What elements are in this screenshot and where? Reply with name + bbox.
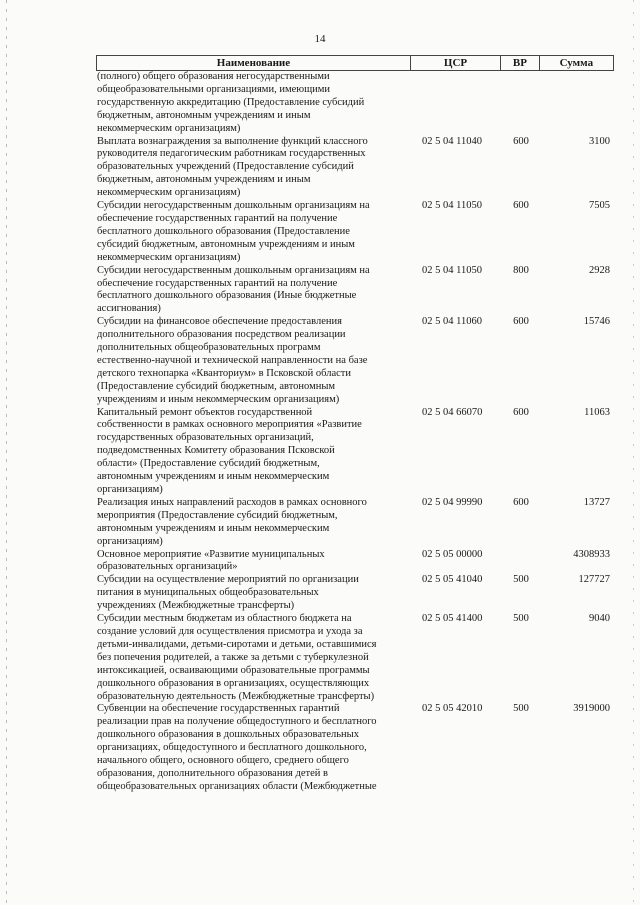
row-csr: 02 5 04 66070 bbox=[422, 406, 483, 418]
row-name-line: организациям) bbox=[97, 484, 163, 495]
row-csr: 02 5 04 11060 bbox=[422, 316, 482, 328]
row-name-line: государственную аккредитацию (Предоставление субсидий bbox=[97, 96, 365, 108]
scan-margin-left bbox=[6, 0, 7, 905]
row-name-line: общеобразовательными организациями, имеющими bbox=[97, 83, 331, 95]
row-sum: 7505 bbox=[589, 200, 610, 212]
table-row bbox=[96, 497, 614, 549]
row-sum: 2928 bbox=[589, 264, 610, 276]
row-name bbox=[96, 136, 412, 201]
row-sum: 127727 bbox=[578, 574, 610, 586]
row-name-line: Капитальный ремонт объектов государственной bbox=[97, 406, 313, 418]
row-name-line: дошкольного образования в организациях, осуществляющих bbox=[97, 677, 370, 689]
row-name bbox=[96, 71, 412, 136]
table-row bbox=[96, 574, 614, 613]
row-name-line: детского технопарка «Кванториум» в Псковской области bbox=[97, 367, 352, 379]
row-name-line: автономным учреждениям и иным некоммерческим bbox=[97, 522, 330, 534]
row-name-line: образовательных учреждений (Предоставление субсидий bbox=[97, 161, 354, 173]
row-vr: 500 bbox=[513, 613, 529, 625]
row-name-line: Субсидии негосударственным дошкольным организациям на bbox=[97, 264, 370, 276]
row-sum: 13727 bbox=[583, 496, 610, 508]
scan-margin-right bbox=[633, 0, 634, 905]
row-name-line: интоксикацией, осваивающими образовательные программы bbox=[97, 664, 370, 676]
table-row bbox=[96, 407, 614, 497]
row-csr: 02 5 05 00000 bbox=[422, 548, 483, 560]
row-name bbox=[96, 613, 412, 703]
row-name bbox=[96, 316, 412, 406]
row-name-line: Реализация иных направлений расходов в рамках основного bbox=[97, 496, 367, 508]
row-name-line: Субвенции на обеспечение государственных гарантий bbox=[97, 703, 340, 715]
row-name-line: Субсидии на осуществление мероприятий по организации bbox=[97, 574, 359, 586]
row-name-line: учреждениях (Межбюджетные трансферты) bbox=[97, 600, 295, 612]
table-row bbox=[96, 200, 614, 265]
row-name-line: образовательную деятельность (Межбюджетные трансферты) bbox=[97, 690, 375, 702]
row-name-line: образовательных организаций» bbox=[97, 561, 238, 573]
row-name bbox=[96, 549, 412, 575]
row-name-line: государственных образовательных организаций, bbox=[97, 432, 314, 444]
row-name-line: подведомственных Комитету образования Псковской bbox=[97, 445, 335, 457]
row-vr: 600 bbox=[513, 406, 529, 418]
row-name-line: Основное мероприятие «Развитие муниципальных bbox=[97, 548, 325, 560]
row-name-line: создание условий для осуществления присмотра и ухода за bbox=[97, 625, 363, 637]
table-row bbox=[96, 71, 614, 136]
row-name-line: дополнительных общеобразовательных программ bbox=[97, 342, 321, 354]
header-csr: ЦСР bbox=[410, 56, 500, 70]
row-vr: 600 bbox=[513, 316, 529, 328]
header-name: Наименование bbox=[96, 56, 410, 70]
table-row bbox=[96, 703, 614, 793]
row-name-line: учреждениям и иным некоммерческим организациям) bbox=[97, 393, 340, 405]
row-name-line: Субсидии негосударственным дошкольным организациям на bbox=[97, 200, 370, 212]
row-name-line: питания в муниципальных общеобразовательных bbox=[97, 587, 319, 599]
row-name-line: без попечения родителей, а также за детьми с туберкулезной bbox=[97, 651, 369, 663]
row-vr: 500 bbox=[513, 574, 529, 586]
row-vr: 800 bbox=[513, 264, 529, 276]
row-sum: 15746 bbox=[583, 316, 610, 328]
row-name bbox=[96, 407, 412, 497]
row-name-line: естественно-научной и технической направленности на базе bbox=[97, 354, 368, 366]
table-row bbox=[96, 265, 614, 317]
table-row bbox=[96, 316, 614, 406]
header-vr: ВР bbox=[500, 56, 539, 70]
row-sum bbox=[540, 71, 614, 136]
row-vr: 600 bbox=[513, 135, 529, 147]
row-csr: 02 5 05 41400 bbox=[422, 613, 483, 625]
row-sum: 4308933 bbox=[573, 548, 610, 560]
row-csr: 02 5 04 11050 bbox=[422, 264, 482, 276]
table-body bbox=[96, 71, 614, 794]
row-name-line: субсидий бюджетным, автономным учреждениям и иным bbox=[97, 238, 355, 250]
row-name-line: дополнительного образования посредством реализации bbox=[97, 329, 346, 341]
row-csr: 02 5 04 11040 bbox=[422, 135, 482, 147]
row-name-line: бюджетным, автономным учреждениям и иным bbox=[97, 109, 311, 121]
table-row bbox=[96, 613, 614, 703]
table-row bbox=[96, 136, 614, 201]
table-row bbox=[96, 549, 614, 575]
row-name-line: начального общего, основного общего, среднего общего bbox=[97, 755, 349, 767]
page-number: 14 bbox=[314, 33, 326, 45]
table-header bbox=[96, 55, 614, 71]
row-name-line: мероприятия (Предоставление субсидий бюджетным, bbox=[97, 509, 338, 521]
row-name-line: некоммерческим организациям) bbox=[97, 251, 241, 263]
row-csr bbox=[412, 71, 502, 136]
row-name-line: общеобразовательных организациях области (Межбюджетные bbox=[97, 780, 377, 792]
row-name-line: бесплатного дошкольного образования (Иные бюджетные bbox=[97, 290, 357, 302]
row-name-line: дошкольного образования в дошкольных образовательных bbox=[97, 729, 359, 741]
row-name bbox=[96, 265, 412, 317]
row-vr: 500 bbox=[513, 703, 529, 715]
row-name-line: автономным учреждениям и иным некоммерческим bbox=[97, 471, 330, 483]
row-name-line: организациям) bbox=[97, 535, 163, 547]
row-name-line: области» (Предоставление субсидий бюджетным, bbox=[97, 458, 320, 470]
row-sum: 3100 bbox=[589, 135, 610, 147]
row-name bbox=[96, 497, 412, 549]
row-name-line: некоммерческим организациям) bbox=[97, 187, 241, 199]
row-csr: 02 5 04 11050 bbox=[422, 200, 482, 212]
row-name-line: детьми-инвалидами, детьми-сиротами и детьми, оставшимися bbox=[97, 638, 377, 650]
row-csr: 02 5 05 41040 bbox=[422, 574, 483, 586]
row-name bbox=[96, 200, 412, 265]
row-name-line: собственности в рамках основного мероприятия «Развитие bbox=[97, 419, 362, 431]
row-name-line: бесплатного дошкольного образования (Предоставление bbox=[97, 225, 350, 237]
row-name-line: (Предоставление субсидий бюджетным, автономным bbox=[97, 380, 336, 392]
row-vr bbox=[502, 71, 540, 136]
row-name-line: Выплата вознаграждения за выполнение функций классного bbox=[97, 135, 368, 147]
row-name-line: обеспечение государственных гарантий на получение bbox=[97, 277, 338, 289]
row-name-line: руководителя педагогическим работникам государственных bbox=[97, 148, 366, 160]
row-csr: 02 5 05 42010 bbox=[422, 703, 483, 715]
row-name-line: некоммерческим организациям) bbox=[97, 122, 241, 134]
row-name bbox=[96, 574, 412, 613]
row-name-line: Субсидии местным бюджетам из областного бюджета на bbox=[97, 613, 352, 625]
row-name-line: реализации прав на получение общедоступного и бесплатного bbox=[97, 716, 377, 728]
row-vr: 600 bbox=[513, 496, 529, 508]
row-sum: 3919000 bbox=[573, 703, 610, 715]
row-vr bbox=[502, 549, 540, 575]
row-sum: 9040 bbox=[589, 613, 610, 625]
row-name-line: бюджетным, автономным учреждениям и иным bbox=[97, 174, 311, 186]
row-sum: 11063 bbox=[584, 406, 610, 418]
row-name-line: организациях, общедоступного и бесплатного дошкольного, bbox=[97, 742, 367, 754]
row-name-line: ассигнования) bbox=[97, 303, 161, 315]
row-vr: 600 bbox=[513, 200, 529, 212]
row-csr: 02 5 04 99990 bbox=[422, 496, 483, 508]
row-name-line: обеспечение государственных гарантий на получение bbox=[97, 212, 338, 224]
row-name-line: образования, дополнительного образования детей в bbox=[97, 767, 328, 779]
row-name-line: Субсидии на финансовое обеспечение предоставления bbox=[97, 316, 342, 328]
budget-table bbox=[96, 55, 614, 794]
row-name bbox=[96, 703, 412, 793]
row-name-line: (полного) общего образования негосударственными bbox=[97, 71, 330, 82]
header-sum: Сумма bbox=[539, 56, 614, 70]
